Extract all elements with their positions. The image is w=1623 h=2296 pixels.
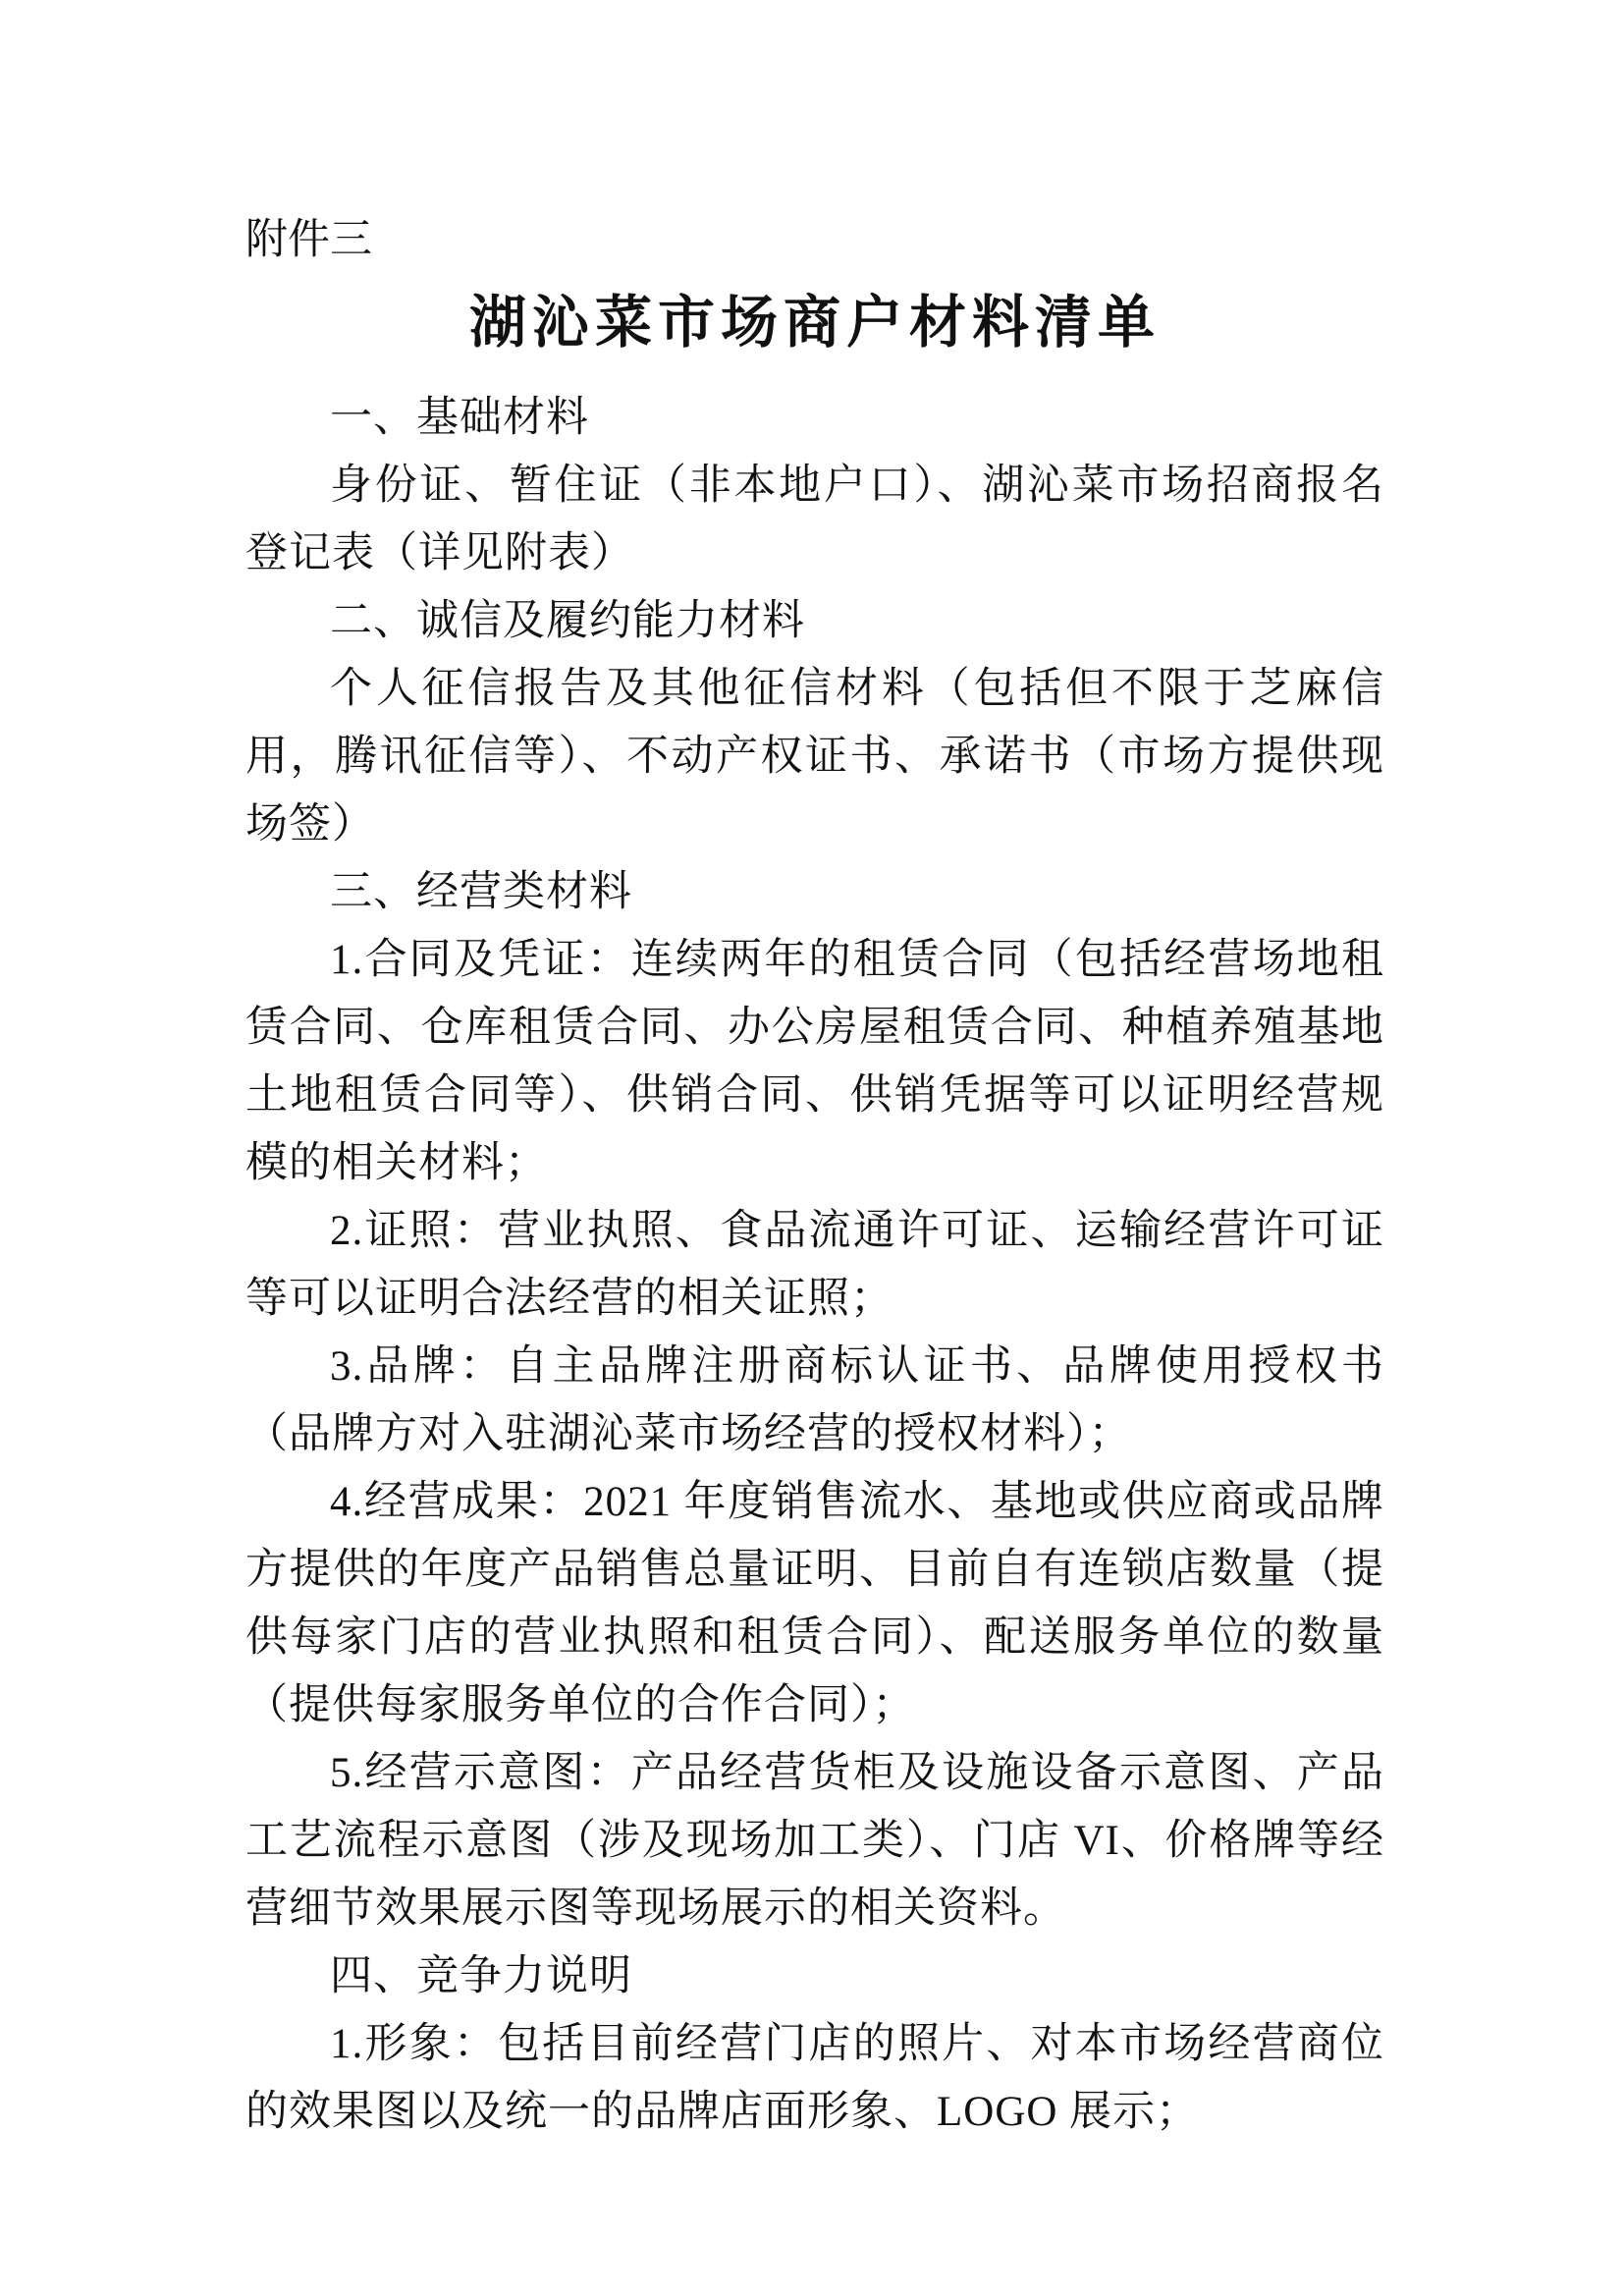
body-paragraph: 四、竞争力说明 xyxy=(330,1953,632,1999)
body-paragraph: 4.经营成果：2021 年度销售流水、基地或供应商或品牌方提供的年度产品销售总量证明、目前自有连锁店数量（提供每家门店的营业执照和租赁合同）、配送服务单位的数量（提供每家服务单位的合作合同）； xyxy=(245,1479,1384,1728)
attachment-label: 附件三 xyxy=(245,217,372,263)
body-paragraph: 身份证、暂住证（非本地户口）、湖沁菜市场招商报名登记表（详见附表） xyxy=(245,463,1384,576)
body-paragraph: 3.品牌：自主品牌注册商标认证书、品牌使用授权书（品牌方对入驻湖沁菜市场经营的授权材料）； xyxy=(245,1343,1384,1457)
body-paragraph: 一、基础材料 xyxy=(330,395,589,441)
body-paragraph: 2.证照：营业执照、食品流通许可证、运输经营许可证等可以证明合法经营的相关证照； xyxy=(245,1208,1384,1322)
body-paragraph: 二、诚信及履约能力材料 xyxy=(330,598,805,644)
body-paragraph: 5.经营示意图：产品经营货柜及设施设备示意图、产品工艺流程示意图（涉及现场加工类）、门店 VI、价格牌等经营细节效果展示图等现场展示的相关资料。 xyxy=(245,1750,1384,1932)
body-paragraph: 1.形象：包括目前经营门店的照片、对本市场经营商位的效果图以及统一的品牌店面形象、LOGO 展示； xyxy=(245,2021,1384,2135)
document-body xyxy=(245,384,1384,2146)
body-paragraph: 1.合同及凭证：连续两年的租赁合同（包括经营场地租赁合同、仓库租赁合同、办公房屋租赁合同、种植养殖基地土地租赁合同等）、供销合同、供销凭据等可以证明经营规模的相关材料； xyxy=(245,937,1384,1186)
body-paragraph: 三、经营类材料 xyxy=(330,869,632,915)
document-title: 湖沁菜市场商户材料清单 xyxy=(468,291,1161,355)
body-paragraph: 个人征信报告及其他征信材料（包括但不限于芝麻信用，腾讯征信等）、不动产权证书、承诺书（市场方提供现场签） xyxy=(245,666,1384,847)
